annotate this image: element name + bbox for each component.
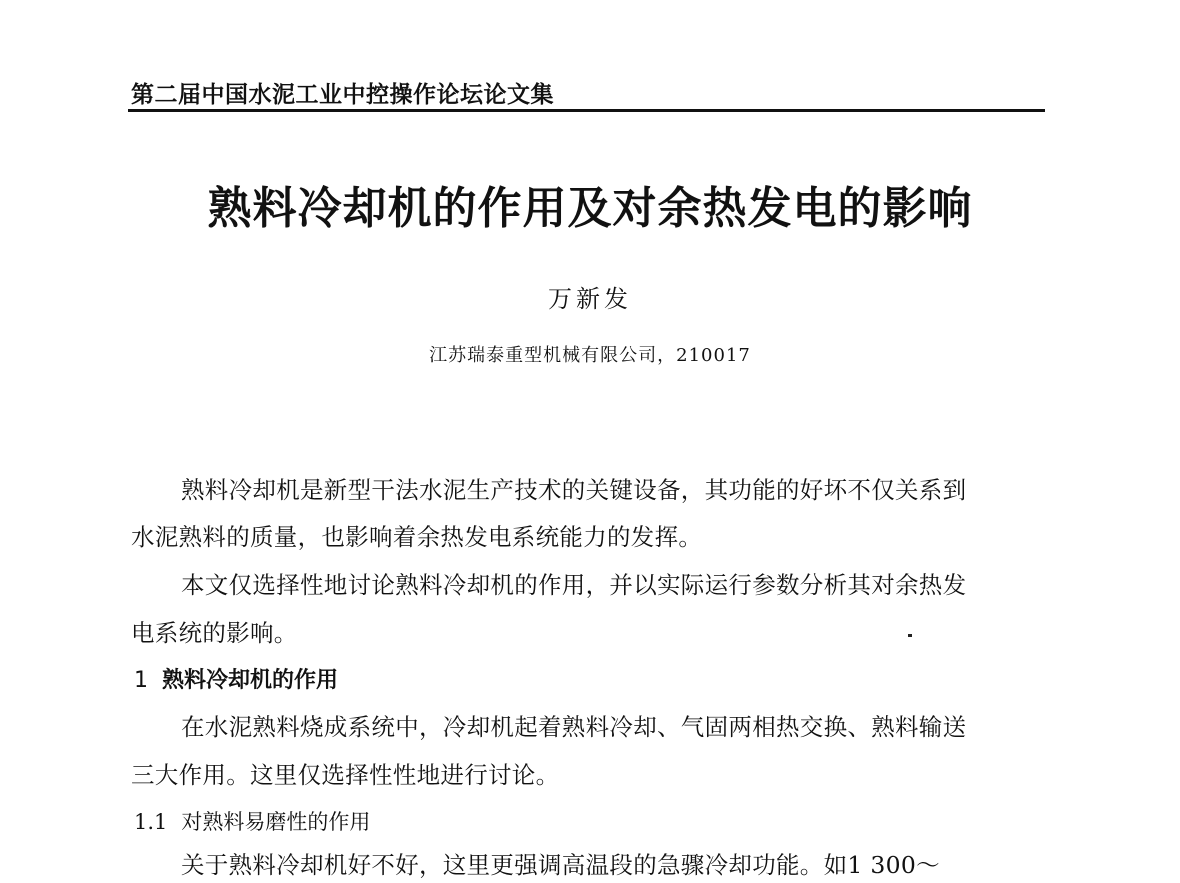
paragraph-3-line-1: 在水泥熟料烧成系统中，冷却机起着熟料冷却、气固两相热交换、熟料输送	[181, 713, 967, 741]
paragraph-4-line-1: 关于熟料冷却机好不好，这里更强调高温段的急骤冷却功能。如1 300～	[181, 851, 940, 879]
section-1-number: 1	[134, 668, 148, 693]
section-1-title: 熟料冷却机的作用	[162, 668, 339, 693]
paragraph-1-line-2: 水泥熟料的质量，也影响着余热发电系统能力的发挥。	[131, 523, 703, 551]
author-affiliation: 江苏瑞泰重型机械有限公司，210017	[429, 345, 751, 366]
section-1-1-title: 对熟料易磨性的作用	[181, 810, 371, 834]
scan-speck	[908, 634, 912, 637]
article-title: 熟料冷却机的作用及对余热发电的影响	[207, 183, 973, 234]
section-1-1-heading	[134, 806, 370, 836]
section-1-heading	[134, 663, 338, 694]
running-header: 第二届中国水泥工业中控操作论坛论文集	[131, 82, 554, 108]
header-rule	[128, 109, 1045, 112]
paragraph-3-line-2: 三大作用。这里仅选择性性地进行讨论。	[131, 761, 560, 789]
author-name: 万新发	[548, 285, 632, 313]
paragraph-1-line-1: 熟料冷却机是新型干法水泥生产技术的关键设备，其功能的好坏不仅关系到	[181, 476, 967, 504]
paragraph-2-line-1: 本文仅选择性地讨论熟料冷却机的作用，并以实际运行参数分析其对余热发	[181, 571, 967, 599]
section-1-1-number: 1.1	[134, 810, 168, 834]
paragraph-2-line-2: 电系统的影响。	[131, 619, 298, 647]
